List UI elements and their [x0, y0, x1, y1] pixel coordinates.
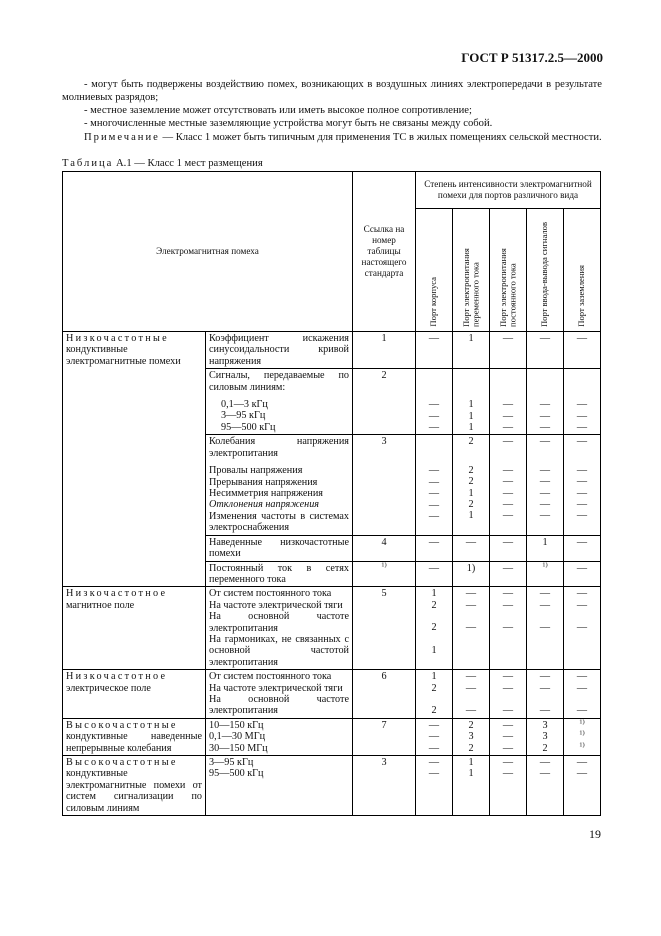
page-number: 19 [589, 827, 601, 841]
value-cell: 2 [431, 704, 437, 716]
value-cell: — [428, 768, 440, 780]
table-caption [62, 158, 263, 169]
value-cell: 1) [453, 561, 490, 587]
category-lf-conducted: Низкочастотные кондуктивные электромагнитные помехи [63, 332, 206, 587]
value-cell: 1 [468, 410, 474, 422]
value-cell: — [453, 535, 490, 561]
value-cell: — [564, 561, 601, 587]
value-cell: 1 [468, 399, 474, 411]
value-cell: — [539, 704, 551, 716]
value-cell: — [428, 465, 440, 477]
header-phenomenon: Электромагнитная помеха [63, 172, 353, 332]
value-cell: — [576, 768, 588, 780]
value-cell: 1 [468, 768, 474, 780]
value-cell: — [416, 332, 453, 369]
value-cell: — [465, 682, 477, 694]
value-cell: 3 [542, 731, 548, 743]
value-cell: — [465, 671, 477, 683]
value-cell: 1 [468, 422, 474, 434]
value-cell: 2 [468, 436, 474, 448]
value-cell: — [576, 436, 588, 448]
value-cell: — [465, 622, 477, 634]
sub-item: 0,1—3 кГц [221, 399, 268, 411]
value-cell: 2 [468, 476, 474, 488]
phenomenon-voltage-fluctuation: Колебания напряжения электропитания [209, 436, 349, 459]
value-cell: — [502, 422, 514, 434]
sub-item: От систем постоянного тока [209, 588, 332, 600]
value-cell: — [539, 599, 551, 611]
sub-item: 10—150 кГц [209, 719, 264, 731]
caption-label: Таблица [62, 158, 114, 169]
header-port-enclosure: Порт корпуса [428, 277, 439, 327]
value-cell: — [576, 487, 588, 499]
ref-cell: 6 [353, 670, 416, 719]
value-cell: — [576, 757, 588, 768]
bullet-1: - могут быть подвержены воздействию помех, возникающих в воздушных линиях электропередачи в результате молниевых разрядов; [62, 79, 602, 103]
value-cell: — [539, 476, 551, 488]
value-cell: — [539, 757, 551, 768]
value-cell: — [576, 399, 588, 411]
value-cell: — [539, 436, 551, 448]
header-reference: Ссылка на номер таблицы настоящего стандарта [353, 172, 416, 332]
value-cell: 1) [579, 741, 585, 749]
sub-item: 0,1—30 МГц [209, 731, 266, 743]
value-cell: — [502, 476, 514, 488]
header-port-signal: Порт ввода-вывода сигналов [539, 221, 550, 327]
value-cell: — [539, 399, 551, 411]
value-cell: 2 [542, 742, 548, 754]
sub-item: На гармониках, не связанных с основной частотой электропитания [209, 633, 349, 668]
ref-cell: 3 [353, 756, 416, 816]
value-cell: — [416, 535, 453, 561]
value-cell: — [502, 719, 514, 731]
value-cell: — [502, 671, 514, 683]
value-cell: — [490, 332, 527, 369]
value-cell: — [428, 422, 440, 434]
sub-item: Провалы напряжения [209, 465, 303, 477]
value-cell: — [502, 487, 514, 499]
note-label: Примечание [84, 132, 160, 143]
value-cell: — [428, 488, 440, 500]
value-cell: — [416, 561, 453, 587]
category-lf-electric: Низкочастотное электрическое поле [63, 670, 206, 719]
value-cell: — [502, 436, 514, 448]
value-cell: 2 [431, 622, 437, 634]
value-cell: — [564, 332, 601, 369]
value-cell: 2 [468, 499, 474, 511]
sub-item: На частоте электрической тяги [209, 682, 343, 694]
value-cell: 1 [431, 671, 437, 683]
value-cell: — [428, 742, 440, 754]
sub-item: Несимметрия напряжения [209, 488, 323, 500]
value-cell: — [502, 622, 514, 634]
standard-number: ГОСТ Р 51317.2.5—2000 [461, 50, 603, 65]
value-cell: — [576, 588, 588, 600]
value-cell: — [428, 731, 440, 743]
sub-item: На частоте электрической тяги [209, 599, 343, 611]
value-cell: — [576, 682, 588, 694]
ref-cell: 1) [381, 561, 387, 569]
value-cell: — [539, 510, 551, 522]
sub-item: 30—150 МГц [209, 742, 268, 754]
bullet-2: - местное заземление может отсутствовать или иметь высокое полное сопротивление; [84, 105, 472, 116]
sub-item: Прерывания напряжения [209, 476, 318, 488]
note-text: — Класс 1 может быть типичным для применения ТС в жилых помещениях сельской местности. [159, 132, 602, 143]
category-hf-mains-signalling: Высокочастотные кондуктивные электромагнитные помехи от систем сигнализации по силовым линиям [63, 756, 206, 816]
ref-cell: 3 [353, 435, 416, 535]
value-cell: — [576, 704, 588, 716]
value-cell: — [490, 561, 527, 587]
value-cell: 2 [431, 599, 437, 611]
value-cell: — [564, 535, 601, 561]
phenomenon-mains-signalling: Сигналы, передаваемые по силовым линиям: [209, 370, 349, 393]
sub-item: 95—500 кГц [221, 421, 276, 433]
ref-cell: 7 [353, 718, 416, 755]
sub-item: 3—95 кГц [221, 410, 266, 422]
value-cell: — [539, 487, 551, 499]
value-cell: 2 [468, 719, 474, 731]
value-cell: — [502, 742, 514, 754]
value-cell: — [539, 622, 551, 634]
header-port-dc-power: Порт электропитания постоянного тока [497, 248, 517, 327]
value-cell: — [576, 410, 588, 422]
value-cell: 1 [468, 487, 474, 499]
value-cell: 2 [468, 742, 474, 754]
table-row [63, 756, 601, 816]
caption-text: А.1 — Класс 1 мест размещения [113, 158, 263, 169]
value-cell: — [502, 399, 514, 411]
value-cell: 1 [468, 510, 474, 522]
value-cell: 1 [527, 535, 564, 561]
value-cell: — [428, 410, 440, 422]
ref-cell: 2 [353, 369, 416, 435]
category-hf-conducted-cw: Высокочастотные кондуктивные наведенные непрерывные колебания [63, 718, 206, 755]
value-cell: — [576, 464, 588, 476]
value-cell: — [502, 731, 514, 743]
sub-item: От систем постоянного тока [209, 671, 332, 683]
emc-class-table [62, 171, 601, 816]
value-cell: — [465, 588, 477, 600]
value-cell: — [539, 671, 551, 683]
sub-item: 3—95 кГц [209, 757, 254, 768]
value-cell: 1 [431, 588, 437, 600]
value-cell: 1 [453, 332, 490, 369]
value-cell: — [539, 499, 551, 511]
value-cell: — [428, 499, 440, 511]
sub-item: Отклонения напряжения [209, 499, 320, 511]
value-cell: — [576, 622, 588, 634]
value-cell: — [539, 682, 551, 694]
value-cell: — [490, 535, 527, 561]
value-cell: — [576, 599, 588, 611]
value-cell: — [465, 704, 477, 716]
header-port-ac-power: Порт электропитания переменного тока [460, 248, 480, 327]
value-cell: 1) [579, 718, 585, 726]
value-cell: — [428, 719, 440, 731]
table-row [63, 670, 601, 719]
value-cell: 1 [431, 644, 437, 656]
value-cell: — [502, 682, 514, 694]
value-cell: — [428, 757, 440, 768]
value-cell: — [576, 499, 588, 511]
value-cell: — [428, 511, 440, 523]
sub-item: 95—500 кГц [209, 768, 264, 780]
value-cell: — [576, 476, 588, 488]
value-cell: — [502, 410, 514, 422]
value-cell: — [576, 671, 588, 683]
value-cell: 2 [468, 464, 474, 476]
value-cell: 1) [542, 561, 548, 569]
value-cell: — [502, 757, 514, 768]
value-cell: — [502, 768, 514, 780]
value-cell: — [539, 422, 551, 434]
phenomenon-dc-in-ac: Постоянный ток в сетях переменного тока [206, 561, 353, 587]
value-cell: — [576, 422, 588, 434]
sub-item: На основной частоте электропитания [209, 611, 349, 634]
value-cell: — [502, 588, 514, 600]
value-cell: — [502, 464, 514, 476]
value-cell: — [527, 332, 564, 369]
bullet-3: - многочисленные местные заземляющие устройства могут быть не связаны между собой. [84, 118, 493, 129]
phenomenon-induced-lf: Наведенные низкочастотные помехи [206, 535, 353, 561]
value-cell: 1) [579, 729, 585, 737]
value-cell: — [576, 510, 588, 522]
header-port-ground: Порт заземления [576, 265, 587, 327]
value-cell: — [428, 399, 440, 411]
value-cell: — [539, 464, 551, 476]
value-cell: 3 [468, 731, 474, 743]
value-cell: — [428, 476, 440, 488]
value-cell: — [539, 588, 551, 600]
value-cell: — [502, 499, 514, 511]
value-cell: 1 [468, 757, 474, 768]
value-cell: — [502, 704, 514, 716]
category-lf-magnetic: Низкочастотное магнитное поле [63, 587, 206, 670]
header-severity: Степень интенсивности электромагнитной помехи для портов различного вида [416, 172, 601, 209]
value-cell: 3 [542, 719, 548, 731]
value-cell: — [539, 768, 551, 780]
value-cell: — [465, 599, 477, 611]
table-row [63, 718, 601, 755]
value-cell: — [502, 510, 514, 522]
ref-cell: 4 [353, 535, 416, 561]
value-cell: — [502, 599, 514, 611]
value-cell: — [539, 410, 551, 422]
table-row [63, 587, 601, 670]
sub-item: Изменения частоты в системах электроснабжения [209, 510, 349, 534]
ref-cell: 5 [353, 587, 416, 670]
ref-cell: 1 [353, 332, 416, 369]
value-cell: 2 [431, 682, 437, 694]
table-row [63, 332, 601, 369]
sub-item: На основной частоте электропитания [209, 693, 349, 717]
note [62, 131, 602, 144]
phenomenon-thd: Коэффициент искажения синусоидальности кривой напряжения [206, 332, 353, 369]
